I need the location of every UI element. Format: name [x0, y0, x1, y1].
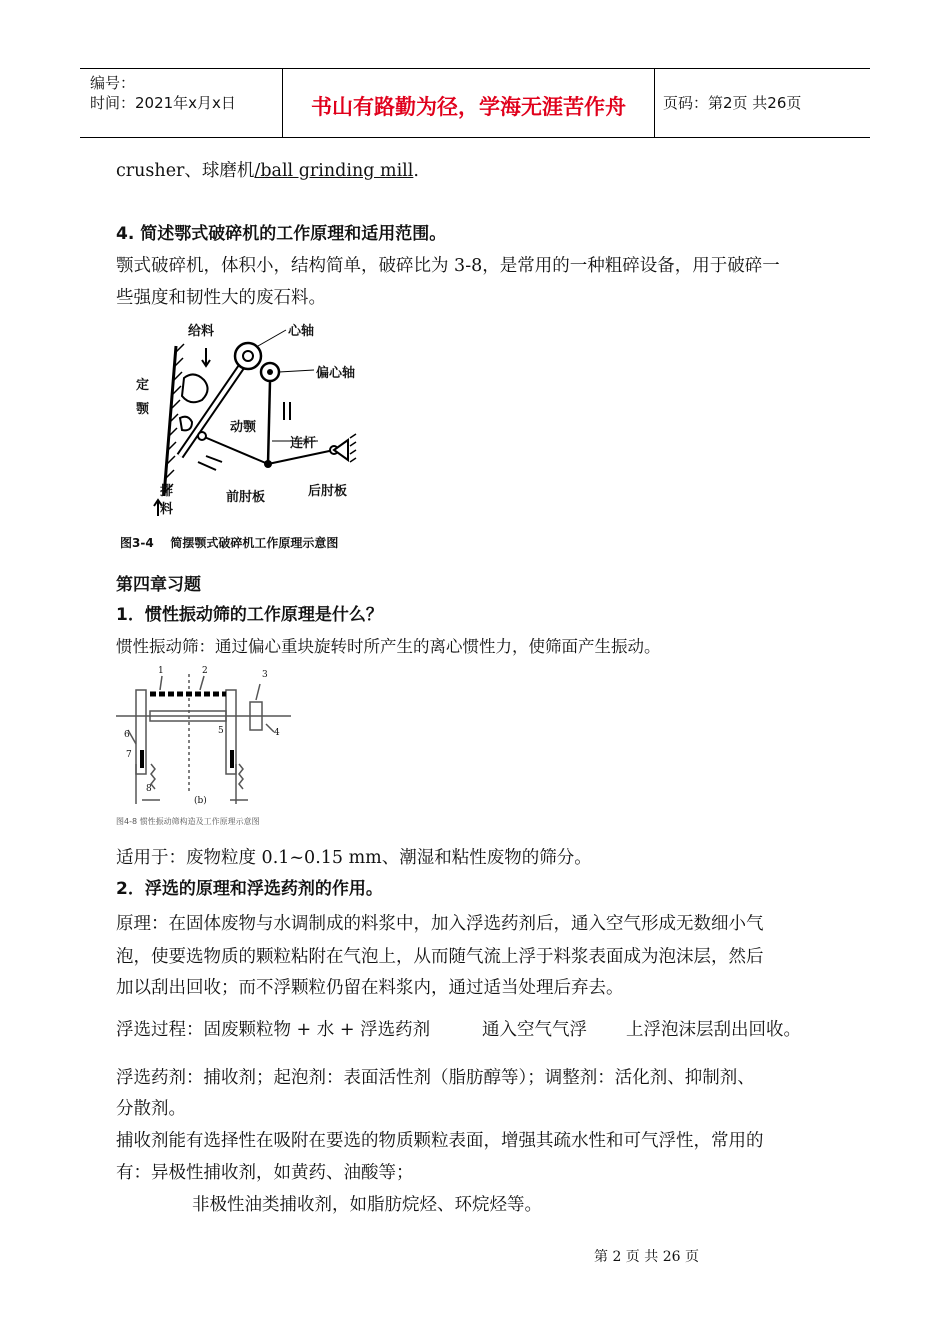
chapter-title: 第四章习题	[116, 575, 201, 595]
fig2-label-5: 5	[218, 726, 224, 736]
leader-line	[160, 676, 162, 690]
header-page-cell	[655, 69, 870, 137]
fig2-label-1: 1	[158, 666, 164, 676]
q4-answer-line-2: 些强度和韧性大的废石料。	[116, 288, 326, 308]
leader-line	[258, 330, 286, 346]
leader-line	[256, 684, 260, 700]
page-footer: 第 2 页 共 26 页	[594, 1249, 699, 1265]
time-label: 时间：2021年x月x日	[90, 94, 236, 112]
vibrating-screen-diagram	[116, 664, 296, 832]
rear-toggle-plate	[268, 450, 334, 464]
fig2-label-7: 7	[126, 750, 132, 760]
rock-shape	[182, 374, 208, 402]
fig2-caption: 图4-8 惯性振动筛构造及工作原理示意图	[116, 817, 260, 826]
q1-title: 1．惯性振动筛的工作原理是什么？	[116, 605, 383, 625]
fig2-label-3: 3	[262, 670, 268, 680]
label-link: 连杆	[290, 436, 317, 451]
jaw-crusher-diagram	[118, 316, 418, 556]
label-discharge-1: 排	[160, 484, 174, 499]
q1-apply: 适用于：废物粒度 0.1~0.15 mm、潮湿和粘性废物的筛分。	[116, 848, 592, 868]
figure-caption: 图3-4 简摆颚式破碎机工作原理示意图	[120, 536, 339, 550]
q4-title: 4. 简述鄂式破碎机的工作原理和适用范围。	[116, 224, 447, 244]
front-toggle-plate	[202, 436, 268, 464]
fig2-label-8: 8	[146, 784, 152, 794]
label-fixed-jaw-2: 颚	[136, 402, 150, 417]
label-rear-plate: 后肘板	[308, 484, 348, 499]
text-span: crusher、球磨机	[116, 161, 255, 181]
rock-shape	[180, 417, 192, 431]
fig2-sub-label: (b)	[194, 796, 207, 806]
leader-line	[266, 724, 274, 732]
flotation-process-part-a: 浮选过程：固废颗粒物 + 水 + 浮选药剂	[116, 1020, 431, 1040]
label-discharge-2: 料	[160, 502, 174, 517]
label-moving-jaw: 动颚	[230, 420, 257, 435]
fig2-label-4: 4	[274, 728, 280, 738]
right-spring	[239, 764, 243, 789]
text-span: .	[413, 161, 419, 181]
fig2-label-6: 6	[124, 730, 130, 740]
agents-line-2: 分散剂。	[116, 1099, 186, 1119]
ball-mill-link[interactable]: /ball grinding mill	[254, 161, 414, 181]
label-axis: 心轴	[288, 324, 315, 339]
collector-line-3: 非极性油类捕收剂，如脂肪烷烃、环烷烃等。	[192, 1195, 542, 1215]
leader-line	[200, 676, 204, 690]
flotation-process-part-c: 上浮泡沫层刮出回收。	[626, 1020, 801, 1040]
label-feed: 给料	[188, 324, 215, 339]
agents-line-1: 浮选药剂：捕收剂；起泡剂：表面活性剂（脂肪醇等）；调整剂：活化剂、抑制剂、	[116, 1068, 755, 1088]
label-eccentric-shaft: 偏心轴	[316, 366, 356, 381]
link-rod	[268, 381, 270, 464]
eccentric-weight-right	[230, 750, 234, 768]
header-motto-cell	[283, 69, 655, 137]
collector-line-2: 有：异极性捕收剂，如黄药、油酸等；	[116, 1163, 414, 1183]
q2-para-line-2: 泡，使要选物质的颗粒粘附在气泡上，从而随气流上浮于料浆表面成为泡沫层，然后	[116, 947, 764, 967]
q4-answer-line-1: 颚式破碎机，体积小，结构简单，破碎比为 3-8，是常用的一种粗碎设备，用于破碎一	[116, 256, 780, 276]
joint-circle	[198, 432, 206, 440]
code-label: 编号：	[90, 74, 136, 92]
header-meta-cell	[80, 69, 283, 137]
motto: 书山有路勤为径，学海无涯苦作舟	[311, 95, 626, 119]
vibrating-screen-figure	[116, 664, 296, 832]
text-line-1	[116, 156, 419, 186]
page-label: 页码：第2页 共26页	[663, 94, 802, 112]
q2-title: 2．浮选的原理和浮选药剂的作用。	[116, 879, 383, 899]
fig2-label-2: 2	[202, 666, 208, 676]
eccentric-weight-left	[140, 750, 144, 768]
flotation-process-part-b: 通入空气气浮	[482, 1020, 587, 1040]
collector-line-1: 捕收剂能有选择性在吸附在要选的物质颗粒表面，增强其疏水性和可气浮性，常用的	[116, 1131, 764, 1151]
eccentric-shaft-hub	[267, 369, 273, 375]
q2-para-line-1: 原理：在固体废物与水调制成的料浆中，加入浮选药剂后，通入空气形成无数细小气	[116, 914, 764, 934]
rear-support-hatch	[350, 434, 356, 462]
leader-line	[279, 370, 314, 372]
jaw-crusher-figure	[118, 316, 418, 556]
joint-circle	[264, 460, 272, 468]
rear-support	[334, 440, 348, 460]
label-fixed-jaw-1: 定	[136, 378, 150, 393]
q1-answer: 惯性振动筛：通过偏心重块旋转时所产生的离心惯性力，使筛面产生振动。	[116, 637, 661, 656]
label-front-plate: 前肘板	[226, 490, 266, 505]
q2-para-line-3: 加以刮出回收；而不浮颗粒仍留在料浆内，通过适当处理后弃去。	[116, 978, 624, 998]
axis-hub	[243, 351, 253, 361]
page-header	[80, 68, 870, 138]
